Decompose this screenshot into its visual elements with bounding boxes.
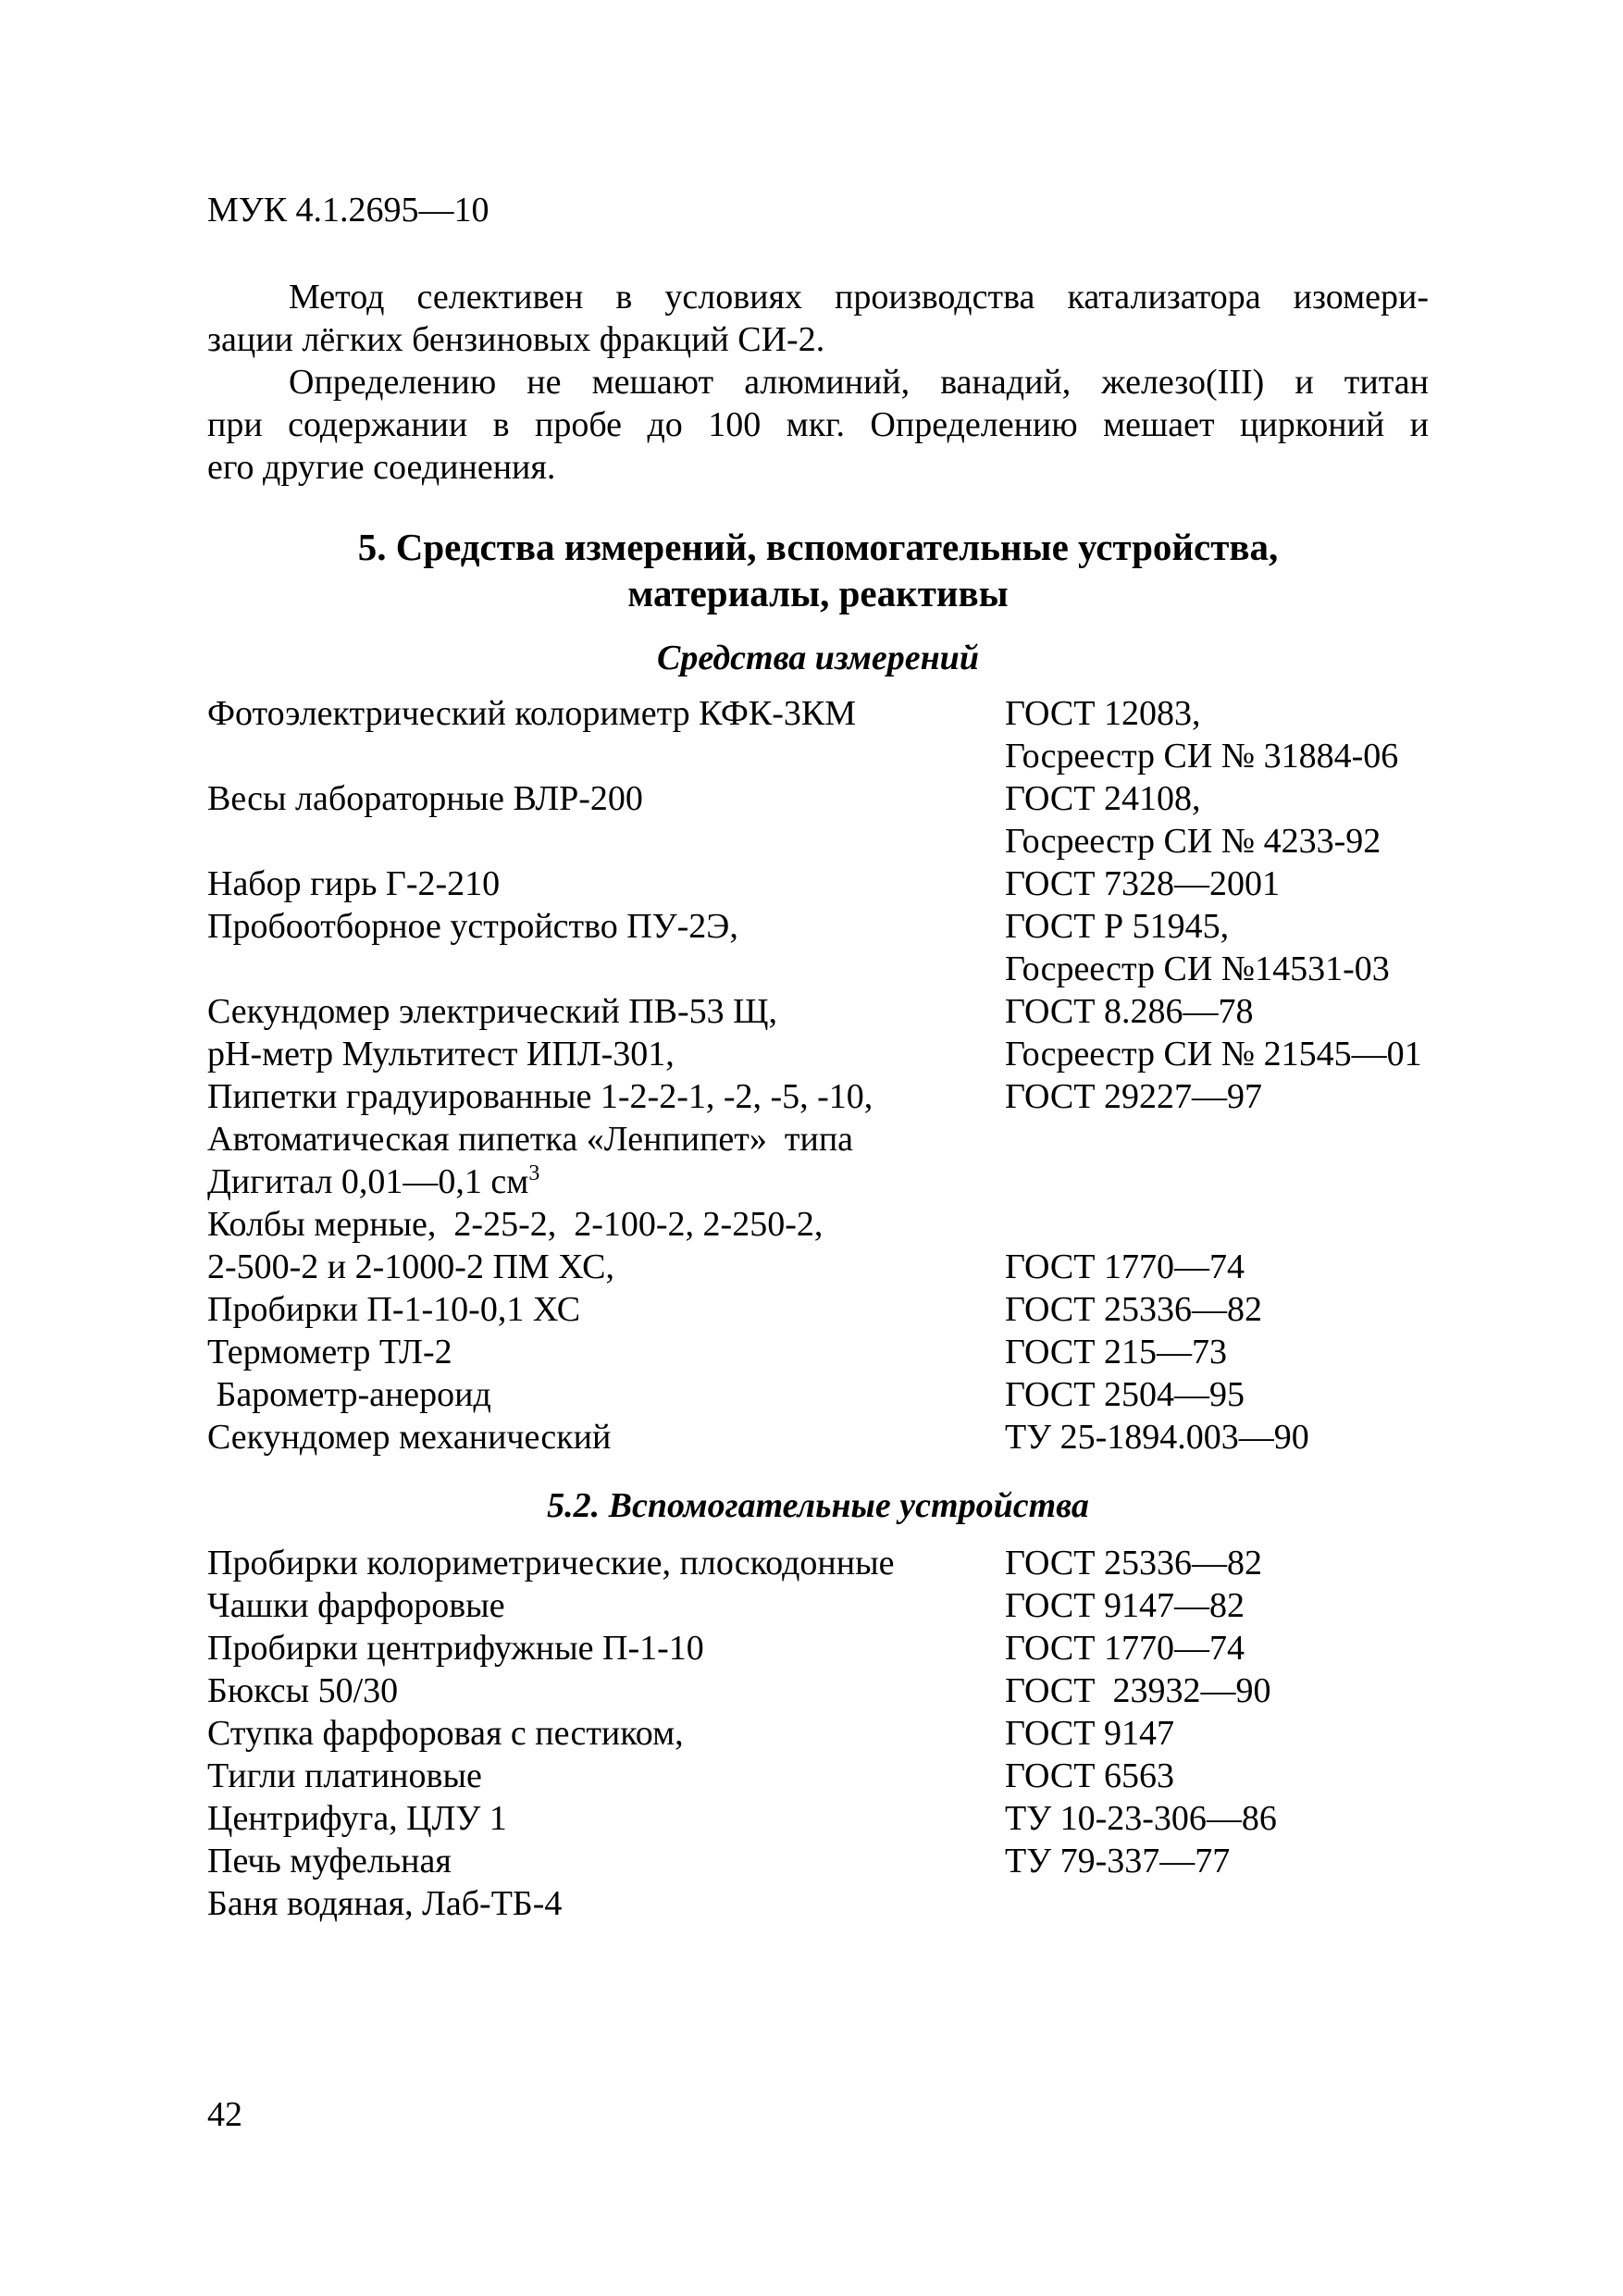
list-item	[207, 735, 1503, 777]
item-standard: ГОСТ 24108,	[1005, 779, 1201, 818]
item-name-text: Секундомер механический	[207, 1418, 612, 1457]
item-name-text: Фотоэлектрический колориметр КФК-3КМ	[207, 694, 856, 733]
item-name	[207, 1160, 1005, 1203]
item-name	[207, 777, 1005, 820]
item-name-text: Баня водяная, Лаб-ТБ-4	[207, 1884, 563, 1923]
item-name-text: Пробирки П-1-10-0,1 ХС	[207, 1290, 581, 1329]
list-item	[207, 1712, 1503, 1755]
item-name	[207, 1755, 1005, 1797]
unit-superscript: 3	[528, 1161, 540, 1185]
list-item	[207, 1797, 1503, 1840]
list-item	[207, 1246, 1503, 1288]
list-item	[207, 1118, 1503, 1160]
item-name-text: Пробирки колориметрические, плоскодонные	[207, 1544, 895, 1582]
list-item	[207, 777, 1503, 820]
text-line: Определению не мешают алюминий, ванадий, железо(III) и титан	[289, 363, 1429, 402]
list-item	[207, 990, 1503, 1033]
text-line: при содержании в пробе до 100 мкг. Определению мешает цирконий и	[207, 405, 1429, 444]
document-code-header: МУК 4.1.2695—10	[207, 191, 489, 230]
item-standard: Госреестр СИ № 4233-92	[1005, 822, 1381, 861]
subsection-title-auxiliary: 5.2. Вспомогательные устройства	[547, 1486, 1089, 1525]
list-item	[207, 1288, 1503, 1331]
section-heading	[207, 524, 1429, 616]
item-standard: ТУ 25-1894.003—90	[1005, 1418, 1309, 1457]
text-line: его другие соединения.	[207, 448, 556, 487]
item-standard: ГОСТ 9147	[1005, 1714, 1174, 1753]
item-name	[207, 1669, 1005, 1712]
item-name	[207, 905, 1005, 948]
item-standard: ТУ 10-23-306—86	[1005, 1799, 1277, 1838]
list-item	[207, 1160, 1503, 1203]
item-name	[207, 820, 1005, 863]
section-heading-line-2: материалы, реактивы	[627, 572, 1009, 614]
item-name-text: Набор гирь Г-2-210	[207, 864, 501, 903]
item-name	[207, 990, 1005, 1033]
list-item	[207, 1033, 1503, 1075]
page-number: 42	[207, 2095, 242, 2134]
list-item	[207, 1584, 1503, 1627]
item-name	[207, 1331, 1005, 1373]
item-name-text: Автоматическая пипетка «Ленпипет» типа	[207, 1120, 854, 1159]
list-item	[207, 863, 1503, 905]
item-name	[207, 1797, 1005, 1840]
item-standard: ГОСТ 1770—74	[1005, 1247, 1245, 1286]
item-name	[207, 692, 1005, 735]
item-name	[207, 1712, 1005, 1755]
intro-paragraph-1	[207, 276, 1429, 361]
item-name-text: Колбы мерные, 2-25-2, 2-100-2, 2-250-2,	[207, 1205, 824, 1244]
item-name-text: Бюксы 50/30	[207, 1671, 399, 1710]
list-item	[207, 1203, 1503, 1246]
list-item	[207, 1331, 1503, 1373]
list-item	[207, 1840, 1503, 1882]
item-standard: Госреестр СИ №14531-03	[1005, 949, 1390, 988]
item-standard: ГОСТ 25336—82	[1005, 1544, 1262, 1582]
item-standard: ГОСТ 2504—95	[1005, 1375, 1245, 1414]
item-name	[207, 1118, 1005, 1160]
item-standard: ГОСТ 12083,	[1005, 694, 1201, 733]
subsection-title-measurements: Средства измерений	[657, 639, 979, 677]
item-name	[207, 1584, 1005, 1627]
item-name-text: 2-500-2 и 2-1000-2 ПМ ХС,	[207, 1247, 615, 1286]
item-name-text: Весы лабораторные ВЛР-200	[207, 779, 643, 818]
list-item	[207, 820, 1503, 863]
list-item	[207, 1075, 1503, 1118]
item-name	[207, 1373, 1005, 1416]
item-standard: ГОСТ 25336—82	[1005, 1290, 1262, 1329]
list-item	[207, 905, 1503, 948]
list-item	[207, 1373, 1503, 1416]
item-name	[207, 1288, 1005, 1331]
item-name-text: Барометр-анероид	[207, 1375, 491, 1414]
item-standard: ГОСТ 23932—90	[1005, 1671, 1271, 1710]
item-name	[207, 1882, 1005, 1925]
item-name	[207, 1627, 1005, 1669]
item-name-text: Центрифуга, ЦЛУ 1	[207, 1799, 507, 1838]
item-name-text: Ступка фарфоровая с пестиком,	[207, 1714, 684, 1753]
list-item	[207, 948, 1503, 990]
item-name-text: Печь муфельная	[207, 1842, 452, 1880]
item-standard: ТУ 79-337—77	[1005, 1842, 1231, 1880]
item-name-text: Чашки фарфоровые	[207, 1586, 505, 1625]
list-item	[207, 1416, 1503, 1458]
measurements-list	[207, 692, 1503, 1458]
section-heading-line-1: 5. Средства измерений, вспомогательные устройства,	[357, 526, 1279, 568]
item-name-text: Пипетки градуированные 1-2-2-1, -2, -5, -10,	[207, 1077, 873, 1116]
item-standard: Госреестр СИ № 21545—01	[1005, 1035, 1422, 1074]
item-name	[207, 1840, 1005, 1882]
list-item	[207, 1882, 1503, 1925]
item-standard: ГОСТ 29227—97	[1005, 1077, 1262, 1116]
item-name-text: Секундомер электрический ПВ-53 Щ,	[207, 992, 777, 1031]
item-name	[207, 863, 1005, 905]
item-standard: Госреестр СИ № 31884-06	[1005, 737, 1399, 776]
item-standard: ГОСТ 1770—74	[1005, 1629, 1245, 1668]
item-standard: ГОСТ 7328—2001	[1005, 864, 1280, 903]
item-name-text: Пробирки центрифужные П-1-10	[207, 1629, 704, 1668]
item-name	[207, 735, 1005, 777]
item-name	[207, 1246, 1005, 1288]
list-item	[207, 1627, 1503, 1669]
item-name-text: Термометр ТЛ-2	[207, 1333, 452, 1371]
item-name-text: Пробоотборное устройство ПУ-2Э,	[207, 907, 738, 946]
item-name-text: pH-метр Мультитест ИПЛ-301,	[207, 1035, 675, 1074]
text-line: Метод селективен в условиях производства катализатора изомери-	[289, 278, 1429, 316]
item-standard: ГОСТ 6563	[1005, 1756, 1174, 1795]
item-name-text: Тигли платиновые	[207, 1756, 482, 1795]
list-item	[207, 1542, 1503, 1584]
intro-paragraph-2	[207, 361, 1429, 489]
item-standard: ГОСТ 8.286—78	[1005, 992, 1254, 1031]
item-standard: ГОСТ Р 51945,	[1005, 907, 1230, 946]
item-standard: ГОСТ 9147—82	[1005, 1586, 1245, 1625]
list-item	[207, 1755, 1503, 1797]
item-name	[207, 1416, 1005, 1458]
item-name	[207, 1203, 1005, 1246]
text-line: зации лёгких бензиновых фракций СИ-2.	[207, 320, 825, 359]
item-name	[207, 1033, 1005, 1075]
list-item	[207, 1669, 1503, 1712]
item-name	[207, 1075, 1005, 1118]
item-name	[207, 1542, 1005, 1584]
item-name-text: Дигитал 0,01—0,1 см	[207, 1162, 529, 1201]
auxiliary-list	[207, 1542, 1503, 1925]
list-item	[207, 692, 1503, 735]
item-name	[207, 948, 1005, 990]
item-standard: ГОСТ 215—73	[1005, 1333, 1227, 1371]
